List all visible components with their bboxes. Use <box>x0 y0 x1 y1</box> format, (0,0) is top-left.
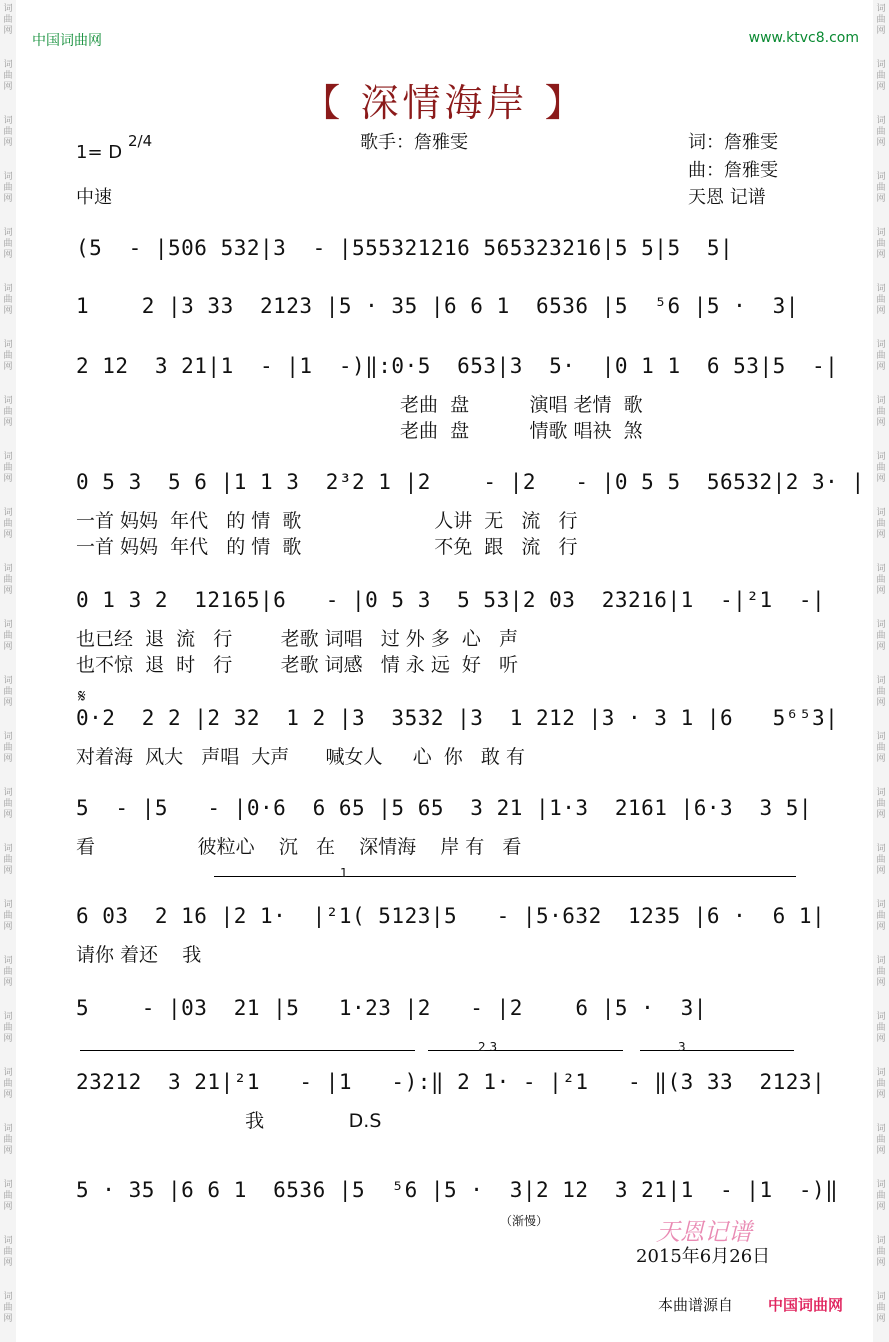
score-line-10: 23212 3 21|²1 - |1 -):‖ 2 1· - |²1 - ‖(3 33 2123| <box>76 1070 826 1094</box>
score-line-2: 1 2 |3 33 2123 |5 · 35 |6 6 1 6536 |5 ⁵6 |5 · 3| <box>76 294 799 318</box>
volta-23-bracket <box>428 1050 623 1051</box>
transcriber-stamp: 天恩记谱 <box>656 1218 752 1246</box>
volta-23-label: 2 3 <box>478 1040 498 1054</box>
footer-source-label: 本曲谱源自 <box>658 1296 734 1314</box>
ritardando-marking: （渐慢） <box>500 1214 549 1228</box>
margin-watermark: 词 曲 网 <box>3 732 13 764</box>
segno-sign: 𝄋 <box>78 686 86 707</box>
margin-watermark: 词 曲 网 <box>876 844 886 876</box>
left-margin <box>0 0 16 1342</box>
volta-1-label: 1 <box>340 866 348 880</box>
margin-watermark: 词 曲 网 <box>3 396 13 428</box>
lyric-line: 老曲 盘 情歌 唱袂 煞 <box>400 420 643 442</box>
margin-watermark: 词 曲 网 <box>3 284 13 316</box>
margin-watermark: 词 曲 网 <box>3 452 13 484</box>
transcription-date: 2015年6月26日 <box>636 1246 771 1267</box>
lyric-line: 请你 着还 我 <box>76 944 202 966</box>
lyric-line: 我 D.S <box>76 1110 382 1132</box>
transcriber-credit: 天恩 记谱 <box>688 187 766 208</box>
lyric-line: 看 彼粒心 沉 在 深情海 岸 有 看 <box>76 836 522 858</box>
margin-watermark: 词 曲 网 <box>3 564 13 596</box>
margin-watermark: 词 曲 网 <box>3 844 13 876</box>
margin-watermark: 词 曲 网 <box>876 1236 886 1268</box>
lyric-line: 一首 妈妈 年代 的 情 歌 人讲 无 流 行 <box>76 510 578 532</box>
lyricist-credit: 词：詹雅雯 <box>688 132 778 153</box>
volta-1-bracket <box>214 876 796 877</box>
score-line-8: 6 03 2 16 |2 1· |²1( 5123|5 - |5·632 1235 |6 · 6 1| <box>76 904 826 928</box>
margin-watermark: 词 曲 网 <box>876 956 886 988</box>
margin-watermark: 词 曲 网 <box>876 1012 886 1044</box>
margin-watermark: 词 曲 网 <box>3 340 13 372</box>
margin-watermark: 词 曲 网 <box>876 620 886 652</box>
key-signature: 1= D <box>76 142 123 163</box>
margin-watermark: 词 曲 网 <box>3 508 13 540</box>
margin-watermark: 词 曲 网 <box>876 172 886 204</box>
margin-watermark: 词 曲 网 <box>876 564 886 596</box>
margin-watermark: 词 曲 网 <box>876 1180 886 1212</box>
margin-watermark: 词 曲 网 <box>3 1180 13 1212</box>
margin-watermark: 词 曲 网 <box>3 956 13 988</box>
singer-credit: 歌手：詹雅雯 <box>360 132 468 153</box>
margin-watermark: 词 曲 网 <box>3 228 13 260</box>
margin-watermark: 词 曲 网 <box>876 228 886 260</box>
margin-watermark: 词 曲 网 <box>3 60 13 92</box>
lyric-line: 一首 妈妈 年代 的 情 歌 不免 跟 流 行 <box>76 536 578 558</box>
margin-watermark: 词 曲 网 <box>3 788 13 820</box>
score-line-6: 0·2 2 2 |2 32 1 2 |3 3532 |3 1 212 |3 · 3 1 |6 5⁶⁵3| <box>76 706 839 730</box>
volta-3-label: 3 <box>678 1040 686 1054</box>
margin-watermark: 词 曲 网 <box>876 788 886 820</box>
margin-watermark: 词 曲 网 <box>876 340 886 372</box>
score-line-4: 0 5 3 5 6 |1 1 3 2³2 1 |2 - |2 - |0 5 5 56532|2 3· | <box>76 470 865 494</box>
lyric-line: 老曲 盘 演唱 老情 歌 <box>400 394 643 416</box>
margin-watermark: 词 曲 网 <box>3 676 13 708</box>
margin-watermark: 词 曲 网 <box>876 4 886 36</box>
right-margin <box>873 0 889 1342</box>
margin-watermark: 词 曲 网 <box>3 620 13 652</box>
margin-watermark: 词 曲 网 <box>876 116 886 148</box>
margin-watermark: 词 曲 网 <box>3 1292 13 1324</box>
margin-watermark: 词 曲 网 <box>3 1012 13 1044</box>
margin-watermark: 词 曲 网 <box>876 396 886 428</box>
margin-watermark: 词 曲 网 <box>876 676 886 708</box>
tempo-marking: 中速 <box>76 187 112 208</box>
site-url-right: www.ktvc8.com <box>748 30 859 46</box>
volta-line-left <box>80 1050 415 1051</box>
margin-watermark: 词 曲 网 <box>3 172 13 204</box>
time-signature: 2/4 <box>128 132 153 150</box>
score-line-1: (5 - |506 532|3 - |555321216 565323216|5 5|5 5| <box>76 236 734 260</box>
margin-watermark: 词 曲 网 <box>876 1292 886 1324</box>
margin-watermark: 词 曲 网 <box>876 60 886 92</box>
margin-watermark: 词 曲 网 <box>876 1124 886 1156</box>
margin-watermark: 词 曲 网 <box>3 116 13 148</box>
margin-watermark: 词 曲 网 <box>3 4 13 36</box>
lyric-line: 对着海 风大 声唱 大声 喊女人 心 你 敢 有 <box>76 746 525 768</box>
composer-credit: 曲：詹雅雯 <box>688 160 778 181</box>
score-line-5: 0 1 3 2 12165|6 - |0 5 3 5 53|2 03 23216|1 -|²1 -| <box>76 588 826 612</box>
margin-watermark: 词 曲 网 <box>876 732 886 764</box>
lyric-line: 也已经 退 流 行 老歌 词唱 过 外 多 心 声 <box>76 628 519 650</box>
margin-watermark: 词 曲 网 <box>876 508 886 540</box>
score-line-3: 2 12 3 21|1 - |1 -)‖:0·5 653|3 5· |0 1 1 6 53|5 -| <box>76 354 839 378</box>
margin-watermark: 词 曲 网 <box>876 284 886 316</box>
score-line-7: 5 - |5 - |0·6 6 65 |5 65 3 21 |1·3 2161 |6·3 3 5| <box>76 796 813 820</box>
footer-source-site: 中国词曲网 <box>768 1296 844 1314</box>
site-name-left: 中国词曲网 <box>32 33 102 49</box>
margin-watermark: 词 曲 网 <box>876 1068 886 1100</box>
volta-3-bracket <box>640 1050 794 1051</box>
song-title: 【 深情海岸 】 <box>302 81 587 125</box>
score-line-9: 5 - |03 21 |5 1·23 |2 - |2 6 |5 · 3| <box>76 996 707 1020</box>
margin-watermark: 词 曲 网 <box>876 452 886 484</box>
margin-watermark: 词 曲 网 <box>3 1124 13 1156</box>
lyric-line: 也不惊 退 时 行 老歌 词感 情 永 远 好 听 <box>76 654 519 676</box>
score-line-11: 5 · 35 |6 6 1 6536 |5 ⁵6 |5 · 3|2 12 3 21|1 - |1 -)‖ <box>76 1178 839 1202</box>
margin-watermark: 词 曲 网 <box>3 1236 13 1268</box>
margin-watermark: 词 曲 网 <box>3 1068 13 1100</box>
margin-watermark: 词 曲 网 <box>876 900 886 932</box>
margin-watermark: 词 曲 网 <box>3 900 13 932</box>
